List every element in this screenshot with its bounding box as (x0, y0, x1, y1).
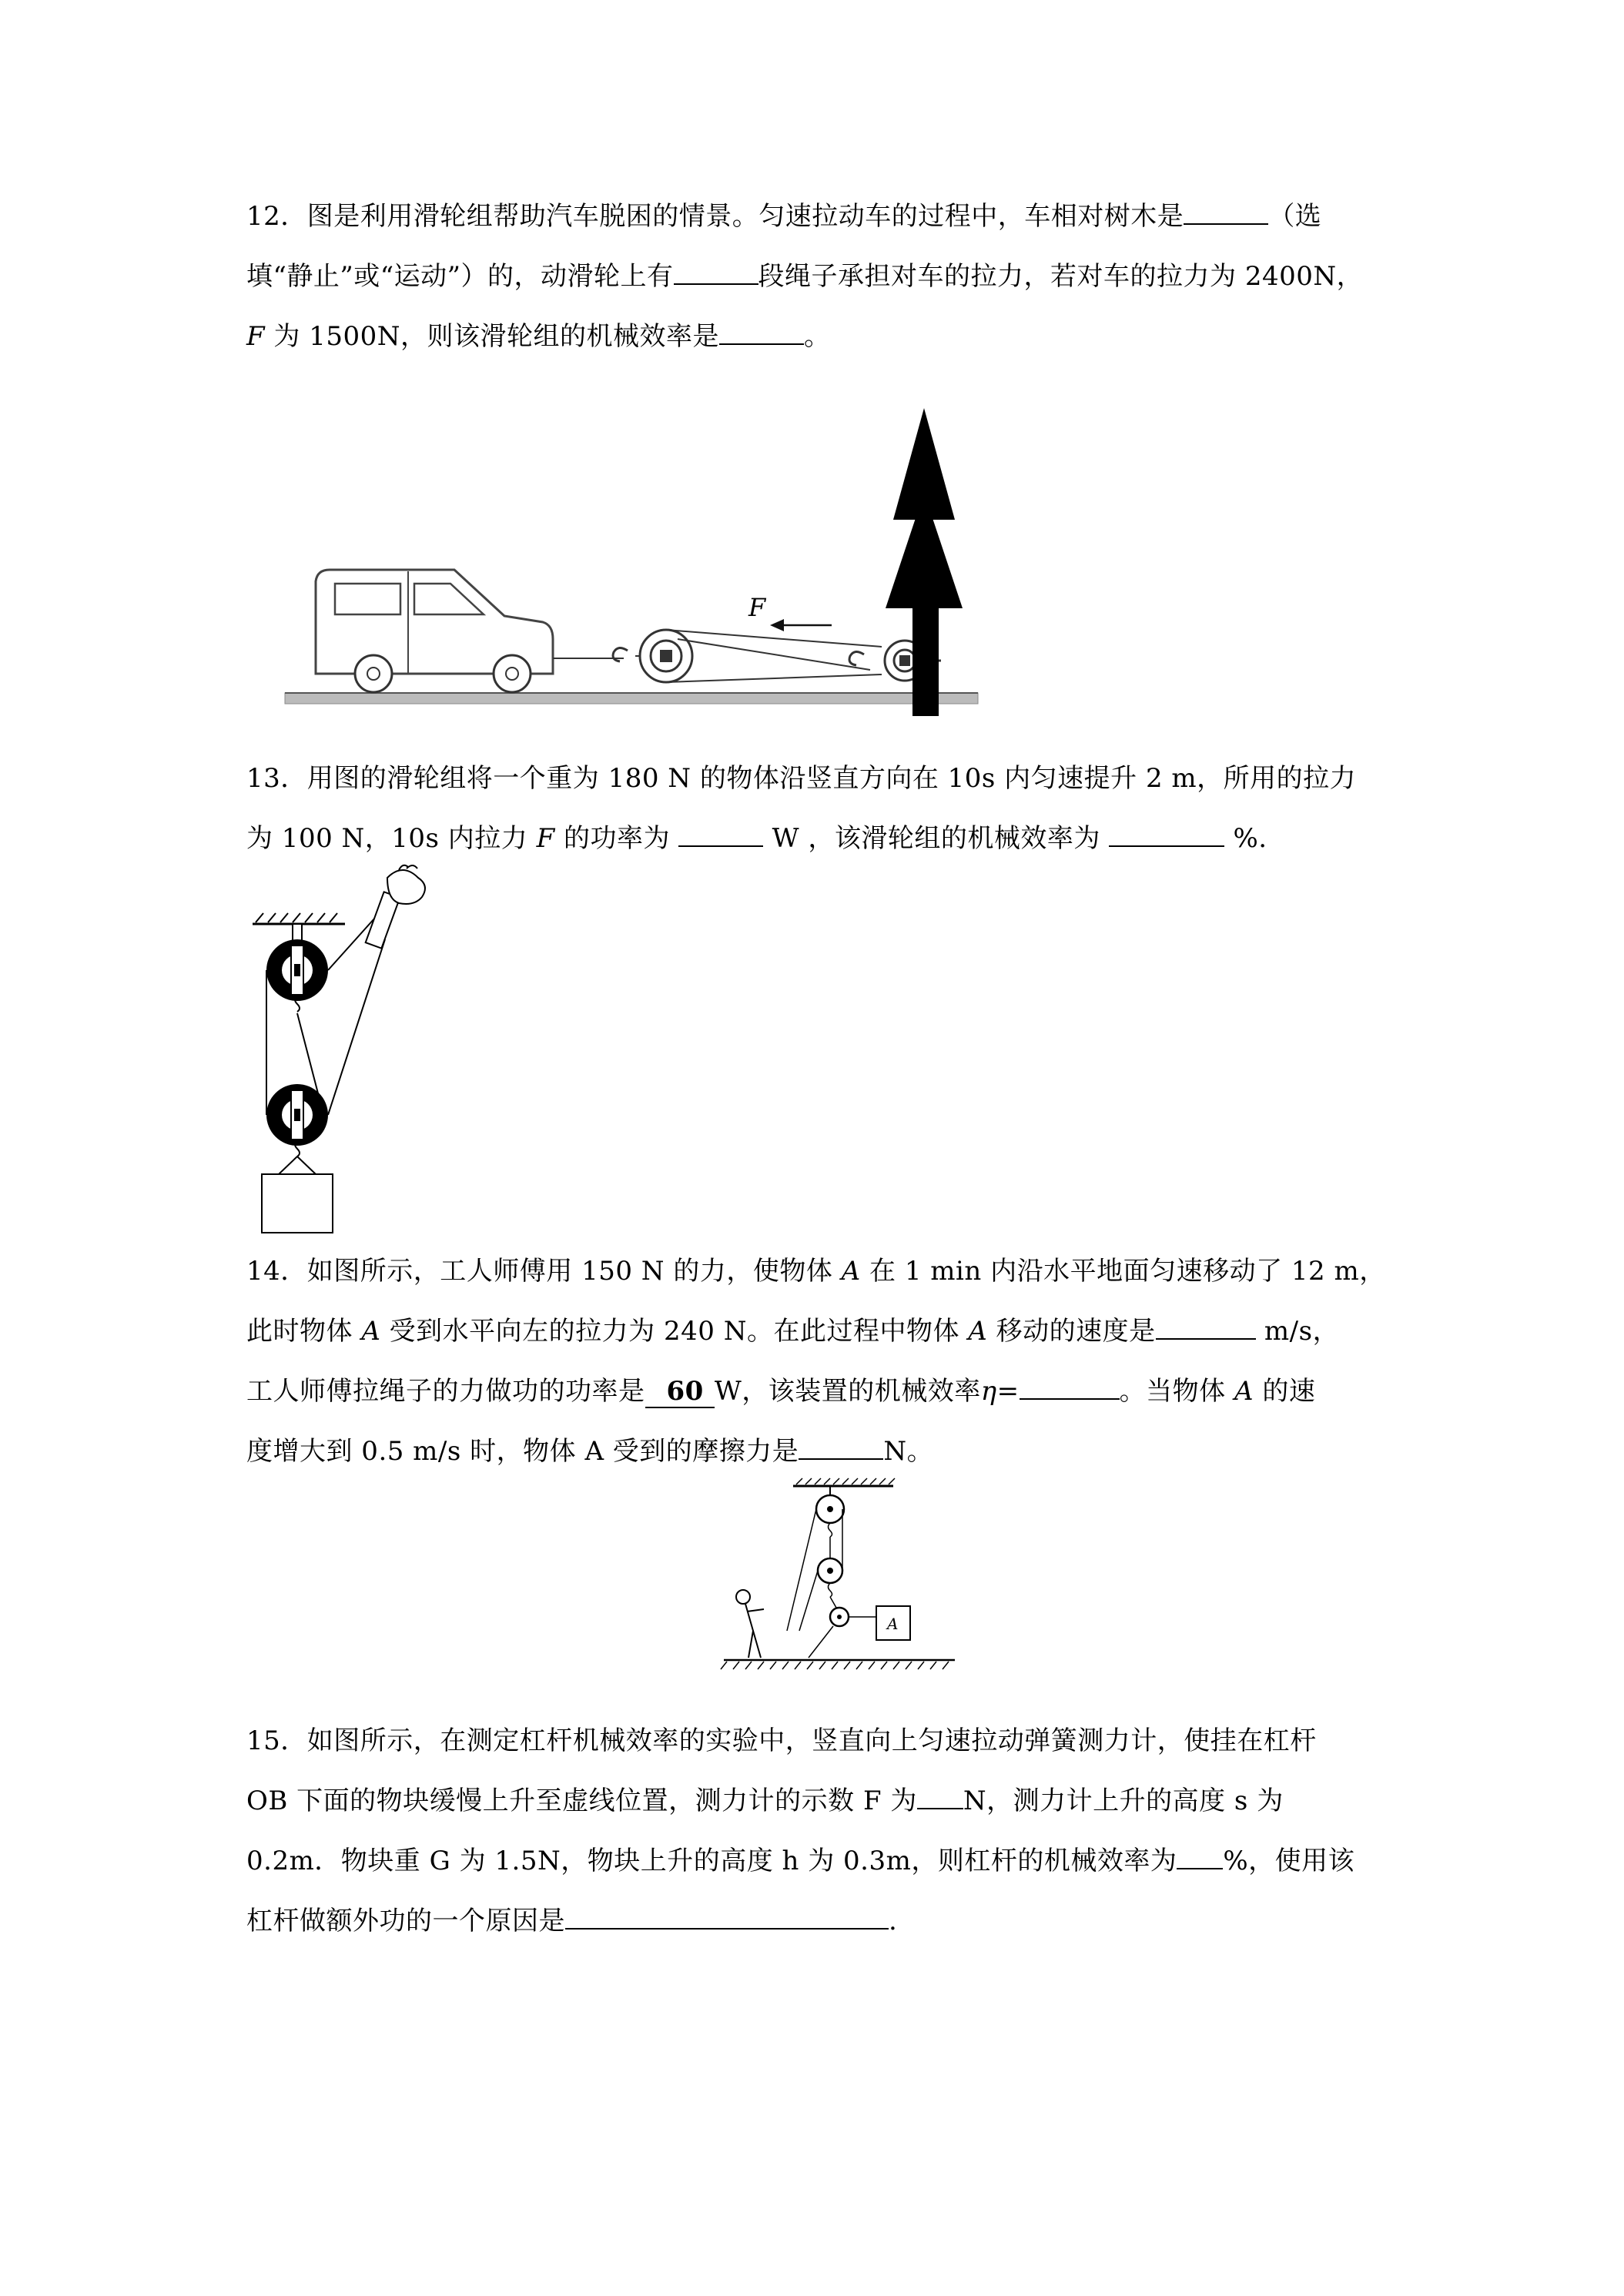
block-a-label: A (887, 1615, 899, 1633)
answer-blank[interactable] (1020, 1371, 1120, 1400)
force-label: F (748, 593, 766, 622)
answer-blank[interactable] (799, 1431, 883, 1460)
answer-blank[interactable] (1177, 1840, 1223, 1869)
q13-figure-pulley-block (245, 862, 460, 1240)
answer-blank[interactable] (565, 1900, 889, 1930)
q14-figure-worker-pulley (716, 1477, 963, 1685)
question-12 (246, 186, 1401, 366)
question-14 (246, 1241, 1401, 1481)
q12-figure-car-pulley-tree (277, 408, 1001, 724)
filled-answer: 60 (645, 1376, 715, 1408)
q14-line-3: 工人师傅拉绳子的力做功的功率是 60 W，该装置的机械效率η= 。当物体 A 的速 (246, 1361, 1401, 1421)
question-13 (246, 748, 1401, 869)
answer-blank[interactable] (1184, 196, 1268, 225)
answer-blank[interactable] (1109, 818, 1224, 847)
answer-blank[interactable] (917, 1780, 963, 1809)
q15-line-3: 0.2m．物块重 G 为 1.5N，物块上升的高度 h 为 0.3m，则杠杆的机械效率为 %，使用该 (246, 1831, 1401, 1891)
q15-line-2: OB 下面的物块缓慢上升至虚线位置，测力计的示数 F 为 N，测力计上升的高度 s 为 (246, 1771, 1401, 1831)
answer-blank[interactable] (674, 256, 758, 285)
answer-blank[interactable] (1156, 1310, 1256, 1340)
question-15 (246, 1711, 1401, 1951)
q13-line-2: 为 100 N，10s 内拉力 F 的功率为 W ，该滑轮组的机械效率为 %. (246, 808, 1401, 869)
answer-blank[interactable] (678, 818, 763, 847)
q13-line-1: 13．用图的滑轮组将一个重为 180 N 的物体沿竖直方向在 10s 内匀速提升 2 m，所用的拉力 (246, 763, 1357, 794)
q14-line-2: 此时物体 A 受到水平向左的拉力为 240 N。在此过程中物体 A 移动的速度是 m/s， (246, 1301, 1401, 1361)
q12-line-2: 填“静止”或“运动”）的，动滑轮上有 段绳子承担对车的拉力，若对车的拉力为 2400N， (246, 246, 1401, 306)
q12-line-1: 12．图是利用滑轮组帮助汽车脱困的情景。匀速拉动车的过程中，车相对树木是 （选 (246, 186, 1401, 246)
q14-line-4: 度增大到 0.5 m/s 时，物体 A 受到的摩擦力是 N。 (246, 1421, 1401, 1481)
q15-line-4: 杠杆做额外功的一个原因是 . (246, 1891, 1401, 1951)
q15-line-1: 15．如图所示，在测定杠杆机械效率的实验中，竖直向上匀速拉动弹簧测力计，使挂在杠杆 (246, 1725, 1317, 1756)
q14-line-1: 14．如图所示，工人师傅用 150 N 的力，使物体 A 在 1 min 内沿水平地面匀速移动了 12 m， (246, 1256, 1386, 1287)
q12-line-3: F 为 1500N，则该滑轮组的机械效率是 。 (246, 306, 1401, 366)
answer-blank[interactable] (719, 316, 804, 345)
